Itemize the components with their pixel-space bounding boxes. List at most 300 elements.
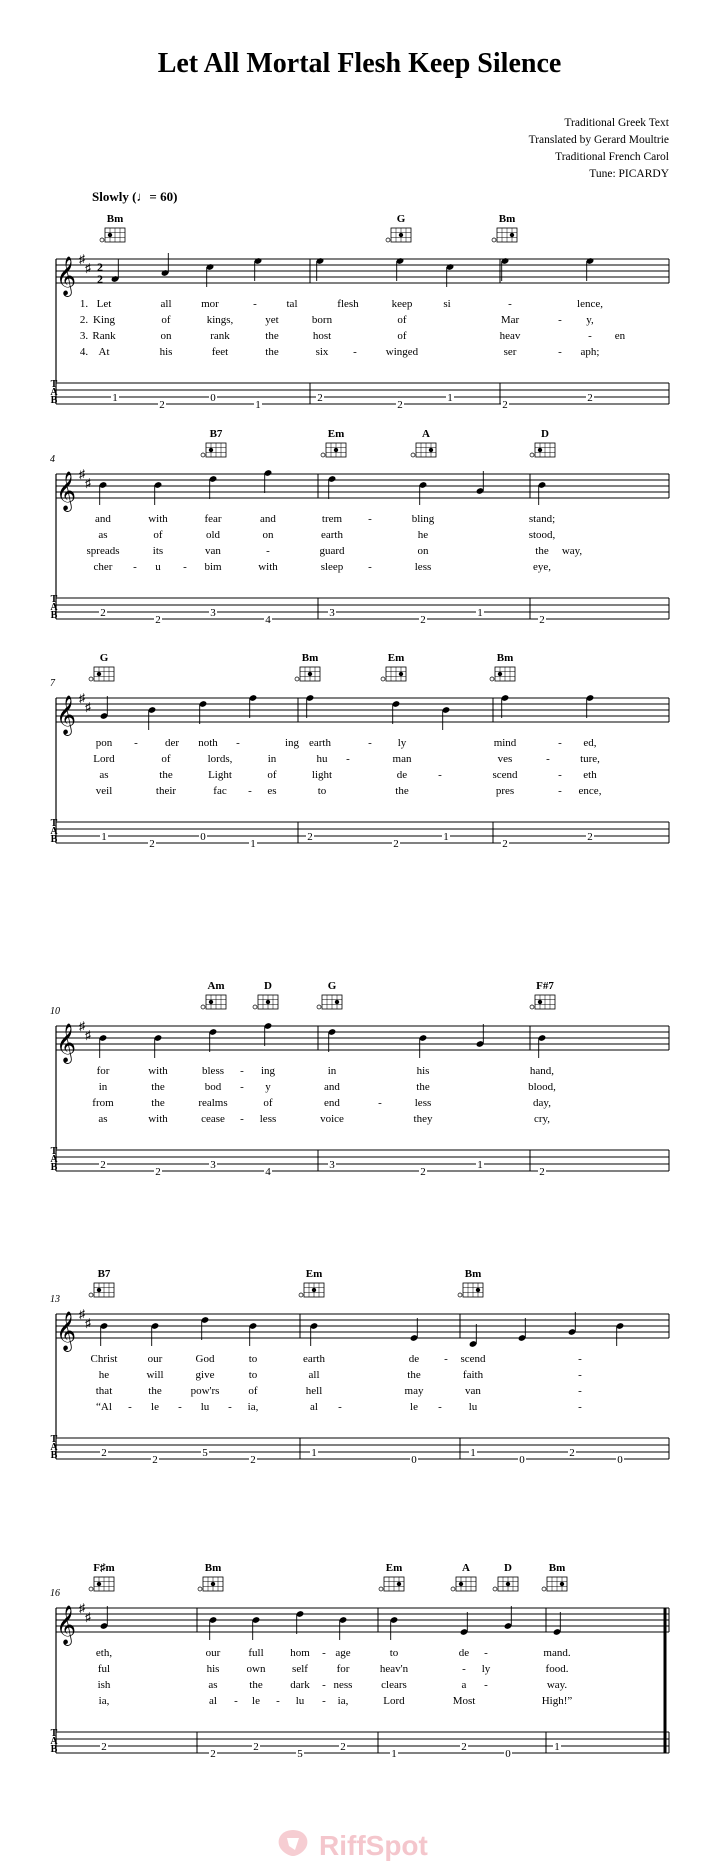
chord-finger-dot [266, 1000, 270, 1004]
lyric-syllable: ture, [580, 753, 600, 765]
lyric-syllable: ish [97, 1679, 111, 1691]
tab-number: 0 [411, 1454, 417, 1466]
chord-name: B7 [97, 1268, 111, 1280]
chord-diagram [321, 443, 346, 457]
chord-diagram [201, 443, 226, 457]
tab-number: 2 [159, 399, 165, 411]
chord-name: Em [385, 1562, 403, 1574]
chord-name: F♯m [93, 1562, 115, 1574]
chord-name: G [327, 980, 337, 992]
measure-number: 7 [50, 678, 55, 689]
tab-number: 2 [587, 831, 593, 843]
tab-clef-icon: T [50, 1434, 58, 1445]
lyric-syllable: all [308, 1369, 320, 1381]
tab-number: 2 [420, 614, 426, 626]
lyric-syllable: with [148, 1065, 168, 1077]
lyric-syllable: cher [93, 561, 113, 573]
tab-clef-icon: B [50, 1744, 58, 1755]
lyric-syllable: day, [533, 1097, 551, 1109]
lyric-syllable: keep [391, 298, 413, 310]
lyric-syllable: de [458, 1647, 470, 1659]
lyric-syllable: bling [411, 513, 435, 525]
tab-clef-icon: A [50, 1442, 58, 1453]
lyric-syllable: - [133, 561, 137, 573]
tab-number: 1 [477, 1159, 483, 1171]
lyric-syllable: the [249, 1679, 263, 1691]
lyric-syllable: the [148, 1385, 162, 1397]
chord-name: Bm [204, 1562, 222, 1574]
open-string-marker [201, 1005, 205, 1009]
tab-clef-icon: T [50, 1728, 58, 1739]
sharp-icon: ♯ [85, 1028, 91, 1042]
lyric-syllable: - [578, 1369, 582, 1381]
sharp-icon: ♯ [79, 1019, 85, 1033]
lyric-syllable: our [205, 1647, 221, 1659]
lyric-syllable: of [397, 314, 407, 326]
lyric-syllable: age [335, 1647, 351, 1659]
lyric-syllable: - [438, 769, 442, 781]
verse-number: 4. [79, 346, 89, 358]
lyric-syllable: dark [290, 1679, 310, 1691]
chord-diagram [492, 228, 517, 242]
lyric-syllable: ia, [337, 1695, 349, 1707]
tab-clef-icon: B [50, 834, 58, 845]
lyric-syllable: Light [208, 769, 232, 781]
lyric-syllable: in [327, 1065, 337, 1077]
chord-diagram [458, 1283, 483, 1297]
lyric-syllable: - [368, 561, 372, 573]
tab-number: 2 [100, 1159, 106, 1171]
open-string-marker [530, 453, 534, 457]
tab-number: 2 [307, 831, 313, 843]
open-string-marker [299, 1293, 303, 1297]
open-string-marker [490, 677, 494, 681]
lyric-syllable: - [368, 513, 372, 525]
lyric-syllable: and [260, 513, 276, 525]
tab-number: 2 [539, 1166, 545, 1178]
lyric-syllable: - [578, 1401, 582, 1413]
open-string-marker [253, 1005, 257, 1009]
treble-clef-icon: 𝄞 [55, 1313, 77, 1350]
credit-line: Traditional Greek Text [564, 117, 669, 129]
measure-number: 4 [50, 454, 55, 465]
lyric-syllable: ness [333, 1679, 353, 1691]
music-system [50, 1562, 669, 1760]
tab-number: 3 [210, 1159, 216, 1171]
lyric-syllable: their [155, 785, 177, 797]
lyric-syllable: de [408, 1353, 420, 1365]
lyric-syllable: stand; [528, 513, 556, 525]
lyric-syllable: his [159, 346, 173, 358]
lyric-syllable: si [443, 298, 451, 310]
chord-finger-dot [538, 1000, 542, 1004]
lyric-syllable: Most [452, 1695, 476, 1707]
tab-number: 1 [255, 399, 261, 411]
lyric-syllable: lu [295, 1695, 305, 1707]
time-signature: 2 [97, 272, 103, 286]
tab-number: 1 [112, 392, 118, 404]
lyric-syllable: winged [385, 346, 419, 358]
lyric-syllable: ing [260, 1065, 276, 1077]
chord-name: A [422, 428, 430, 440]
open-string-marker [198, 1587, 202, 1591]
open-string-marker [451, 1587, 455, 1591]
lyric-syllable: old [205, 529, 221, 541]
lyric-syllable: - [266, 545, 270, 557]
chord-name: Am [207, 980, 225, 992]
lyric-syllable: mor [201, 298, 219, 310]
lyric-syllable: may [404, 1385, 424, 1397]
open-string-marker [321, 453, 325, 457]
lyric-syllable: lords, [207, 753, 233, 765]
chord-finger-dot [334, 448, 338, 452]
lyric-syllable: bim [204, 561, 222, 573]
lyric-syllable: earth [309, 737, 331, 749]
tab-number: 1 [101, 831, 107, 843]
lyric-syllable: of [267, 769, 277, 781]
chord-diagram [386, 228, 411, 242]
chord-diagram [542, 1577, 567, 1591]
chord-diagram [490, 667, 515, 681]
lyric-syllable: veil [95, 785, 113, 797]
lyric-syllable: the [416, 1081, 430, 1093]
lyric-syllable: - [353, 346, 357, 358]
lyric-syllable: way, [561, 545, 583, 557]
lyric-syllable: the [265, 346, 279, 358]
lyric-syllable: fac [213, 785, 227, 797]
tab-number: 2 [101, 1741, 107, 1753]
lyric-syllable: spreads [86, 545, 120, 557]
lyric-syllable: will [146, 1369, 164, 1381]
lyric-syllable: King [93, 314, 115, 326]
sharp-icon: ♯ [85, 261, 91, 275]
chord-finger-dot [510, 233, 514, 237]
lyric-syllable: - [588, 330, 592, 342]
brand-name: RiffSpot [319, 1830, 428, 1861]
lyric-syllable: as [208, 1679, 218, 1691]
tab-number: 2 [155, 614, 161, 626]
chord-finger-dot [108, 233, 112, 237]
lyric-syllable: pon [95, 737, 113, 749]
treble-clef-icon: 𝄞 [55, 1025, 77, 1062]
lyric-syllable: voice [320, 1113, 344, 1125]
lyric-syllable: less [414, 1097, 432, 1109]
lyric-syllable: cry, [533, 1113, 551, 1125]
lyric-syllable: ser [503, 346, 517, 358]
lyric-syllable: ed, [583, 737, 597, 749]
lyric-syllable: ing [284, 737, 300, 749]
lyric-syllable: he [417, 529, 429, 541]
lyric-syllable: - [484, 1647, 488, 1659]
tab-clef-icon: A [50, 602, 58, 613]
lyric-syllable: his [206, 1663, 220, 1675]
open-string-marker [89, 677, 93, 681]
tab-number: 5 [297, 1748, 303, 1760]
tab-clef-icon: A [50, 387, 58, 398]
lyric-syllable: y, [586, 314, 594, 326]
chord-name: Bm [301, 652, 319, 664]
chord-diagram [381, 667, 406, 681]
lyric-syllable: lu [200, 1401, 210, 1413]
lyric-syllable: for [336, 1663, 350, 1675]
chord-finger-dot [498, 672, 502, 676]
lyric-syllable: realms [198, 1097, 228, 1109]
lyric-syllable: - [558, 769, 562, 781]
lyric-syllable: the [151, 1097, 165, 1109]
lyric-syllable: of [263, 1097, 273, 1109]
music-system [50, 1268, 669, 1466]
tab-number: 2 [210, 1748, 216, 1760]
brand-logo [275, 1828, 445, 1861]
open-string-marker [201, 453, 205, 457]
lyric-syllable: of [397, 330, 407, 342]
lyric-syllable: ly [481, 1663, 491, 1675]
chord-finger-dot [560, 1582, 564, 1586]
music-system [50, 428, 669, 626]
lyric-syllable: Lord [383, 1695, 405, 1707]
tab-number: 2 [152, 1454, 158, 1466]
lyric-syllable: - [240, 1081, 244, 1093]
music-system [50, 652, 669, 850]
lyric-syllable: Mar [500, 314, 520, 326]
lyric-syllable: on [262, 529, 274, 541]
tab-number: 2 [155, 1166, 161, 1178]
lyric-syllable: - [128, 1401, 132, 1413]
lyric-syllable: - [368, 737, 372, 749]
tab-number: 1 [554, 1741, 560, 1753]
lyric-syllable: - [338, 1401, 342, 1413]
lyric-syllable: fear [204, 513, 222, 525]
lyric-syllable: ful [97, 1663, 111, 1675]
measure-number: 16 [50, 1588, 60, 1599]
chord-finger-dot [209, 1000, 213, 1004]
tab-number: 2 [539, 614, 545, 626]
chord-diagram [201, 995, 226, 1009]
lyric-syllable: of [161, 314, 171, 326]
lyric-syllable: eth, [95, 1647, 113, 1659]
lyric-syllable: that [95, 1385, 113, 1397]
sharp-icon: ♯ [85, 476, 91, 490]
tab-number: 2 [250, 1454, 256, 1466]
tab-number: 2 [100, 607, 106, 619]
chord-finger-dot [397, 1582, 401, 1586]
lyric-syllable: mand. [543, 1647, 571, 1659]
lyric-syllable: High!” [541, 1695, 573, 1707]
lyric-syllable: with [258, 561, 278, 573]
chord-diagram [451, 1577, 476, 1591]
chord-name: D [264, 980, 272, 992]
open-string-marker [493, 1587, 497, 1591]
tab-number: 1 [447, 392, 453, 404]
lyric-syllable: to [317, 785, 327, 797]
chord-name: Bm [106, 213, 124, 225]
chord-name: F#7 [536, 980, 554, 992]
tab-number: 0 [200, 831, 206, 843]
lyric-syllable: de [396, 769, 408, 781]
lyric-syllable: - [438, 1401, 442, 1413]
lyric-syllable: - [558, 314, 562, 326]
lyric-syllable: earth [321, 529, 343, 541]
lyric-syllable: as [98, 1113, 108, 1125]
lyric-syllable: as [99, 769, 109, 781]
chord-name: Em [387, 652, 405, 664]
tab-number: 2 [587, 392, 593, 404]
verse-number: 2. [79, 314, 89, 326]
lyric-syllable: food. [545, 1663, 569, 1675]
lyric-syllable: rank [210, 330, 230, 342]
tab-number: 0 [519, 1454, 525, 1466]
lyric-syllable: blood, [528, 1081, 556, 1093]
lyric-syllable: the [395, 785, 409, 797]
lyric-syllable: end [324, 1097, 340, 1109]
lyric-syllable: en [614, 330, 626, 342]
lyric-syllable: al [209, 1695, 217, 1707]
lyric-syllable: - [462, 1663, 466, 1675]
open-string-marker [295, 677, 299, 681]
chord-name: Em [327, 428, 345, 440]
lyric-syllable: all [160, 298, 172, 310]
verse-number: 3. [79, 330, 89, 342]
tab-clef-icon: T [50, 594, 58, 605]
treble-clef-icon: 𝄞 [55, 697, 77, 734]
lyric-syllable: Lord [93, 753, 115, 765]
lyric-syllable: - [276, 1695, 280, 1707]
lyric-syllable: aph; [580, 346, 600, 358]
chord-name: Em [305, 1268, 323, 1280]
open-string-marker [542, 1587, 546, 1591]
lyric-syllable: y [265, 1081, 271, 1093]
tab-number: 4 [265, 614, 271, 626]
lyric-syllable: own [246, 1663, 266, 1675]
chord-finger-dot [97, 1288, 101, 1292]
treble-clef-icon: 𝄞 [55, 1607, 77, 1644]
lyric-syllable: - [236, 737, 240, 749]
chord-diagram [530, 995, 555, 1009]
lyric-syllable: - [546, 753, 550, 765]
lyric-syllable: Let [96, 298, 112, 310]
lyric-syllable: self [292, 1663, 308, 1675]
tab-number: 2 [317, 392, 323, 404]
chord-finger-dot [209, 448, 213, 452]
tempo-marking: Slowly (♩= 60) [92, 189, 178, 204]
lyric-syllable: he [98, 1369, 110, 1381]
tab-number: 1 [470, 1447, 476, 1459]
lyric-syllable: lu [468, 1401, 478, 1413]
lyric-syllable: van [465, 1385, 481, 1397]
tab-clef-icon: B [50, 395, 58, 406]
lyric-syllable: to [248, 1369, 258, 1381]
lyric-syllable: the [159, 769, 173, 781]
lyric-syllable: - [183, 561, 187, 573]
lyric-syllable: - [134, 737, 138, 749]
lyric-syllable: - [322, 1695, 326, 1707]
sharp-icon: ♯ [85, 1316, 91, 1330]
tab-clef-icon: A [50, 1154, 58, 1165]
open-string-marker [89, 1587, 93, 1591]
lyric-syllable: - [444, 1353, 448, 1365]
open-string-marker [381, 677, 385, 681]
tab-number: 1 [477, 607, 483, 619]
lyric-syllable: - [578, 1353, 582, 1365]
lyric-syllable: - [234, 1695, 238, 1707]
lyric-syllable: eye, [532, 561, 552, 573]
lyric-syllable: as [98, 529, 108, 541]
lyric-syllable: flesh [337, 298, 359, 310]
riffspot-logo-icon [275, 1828, 311, 1858]
tab-number: 1 [443, 831, 449, 843]
sharp-icon: ♯ [79, 1307, 85, 1321]
lyric-syllable: - [558, 346, 562, 358]
chord-name: D [504, 1562, 512, 1574]
chord-diagram [493, 1577, 518, 1591]
tab-number: 2 [502, 399, 508, 411]
lyric-syllable: - [346, 753, 350, 765]
lyric-syllable: scend [460, 1353, 486, 1365]
lyric-syllable: its [152, 545, 164, 557]
chord-diagram [295, 667, 320, 681]
tab-number: 2 [149, 838, 155, 850]
open-string-marker [386, 238, 390, 242]
chord-diagram [530, 443, 555, 457]
lyric-syllable: - [240, 1113, 244, 1125]
lyric-syllable: God [195, 1353, 215, 1365]
tab-number: 2 [397, 399, 403, 411]
lyric-syllable: le [151, 1401, 159, 1413]
lyric-syllable: pow'rs [190, 1385, 220, 1397]
sharp-icon: ♯ [85, 1610, 91, 1624]
lyric-syllable: on [417, 545, 429, 557]
lyric-syllable: sleep [320, 561, 344, 573]
lyric-syllable: light [311, 769, 333, 781]
measure-number: 13 [50, 1294, 60, 1305]
lyric-syllable: six [315, 346, 329, 358]
lyric-syllable: with [148, 513, 168, 525]
lyric-syllable: hu [316, 753, 328, 765]
lyric-syllable: le [410, 1401, 418, 1413]
chord-name: A [462, 1562, 470, 1574]
lyric-syllable: le [252, 1695, 260, 1707]
tab-clef-icon: A [50, 1736, 58, 1747]
credit-line: Traditional French Carol [555, 151, 669, 163]
lyric-syllable: on [160, 330, 172, 342]
chord-finger-dot [538, 448, 542, 452]
lyric-syllable: of [153, 529, 163, 541]
treble-clef-icon: 𝄞 [55, 473, 77, 510]
verse-number: 1. [79, 298, 89, 310]
chord-name: B7 [209, 428, 223, 440]
chord-diagram [317, 995, 342, 1009]
lyric-syllable: earth [303, 1353, 325, 1365]
lyric-syllable: Rank [92, 330, 116, 342]
chord-finger-dot [97, 1582, 101, 1586]
tab-number: 3 [329, 1159, 335, 1171]
lyric-syllable: heav'n [379, 1663, 409, 1675]
lyric-syllable: der [164, 737, 180, 749]
music-system [50, 980, 669, 1178]
open-string-marker [458, 1293, 462, 1297]
lyric-syllable: trem [321, 513, 343, 525]
chord-finger-dot [429, 448, 433, 452]
lyric-syllable: a [461, 1679, 467, 1691]
lyric-syllable: man [392, 753, 412, 765]
chord-name: G [396, 213, 406, 225]
tab-number: 1 [250, 838, 256, 850]
lyric-syllable: es [267, 785, 277, 797]
lyric-syllable: the [535, 545, 549, 557]
chord-name: Bm [548, 1562, 566, 1574]
lyric-syllable: eth [583, 769, 597, 781]
tab-number: 2 [461, 1741, 467, 1753]
